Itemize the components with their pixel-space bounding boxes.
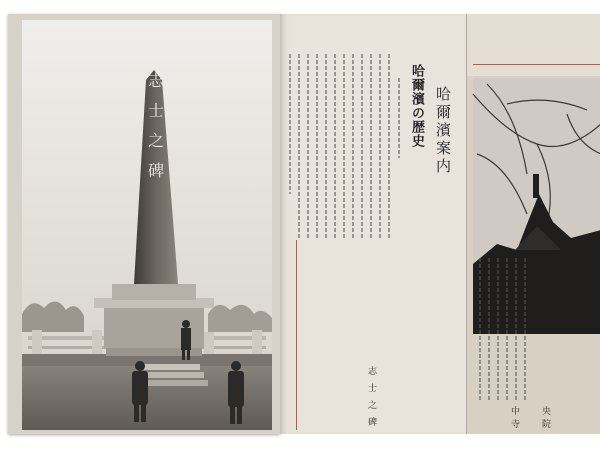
guide-title: 哈爾濱案内 (434, 86, 452, 176)
monument-photo-page (8, 14, 280, 434)
monument-photo-caption: 志士之碑 (366, 366, 376, 434)
history-text-page (280, 14, 466, 434)
booklet-spread (8, 14, 600, 434)
monument-inscription: 志士之碑 (145, 72, 165, 192)
monument-photo (8, 14, 280, 434)
temple-photo (467, 14, 600, 434)
history-section-heading: 哈爾濱の歴史 (409, 64, 424, 148)
temple-photo-page (466, 14, 600, 434)
margin-rule (296, 240, 297, 430)
temple-photo-caption: 中央寺院 (511, 407, 574, 430)
